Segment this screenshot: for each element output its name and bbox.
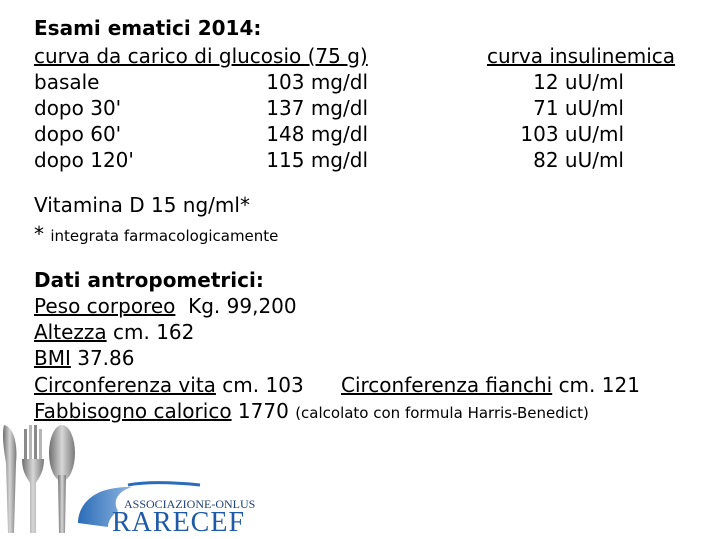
- fork-icon: [22, 425, 44, 533]
- hips-value: cm. 121: [558, 373, 640, 397]
- row-label: basale: [34, 70, 100, 94]
- logo-name: RARECEF: [112, 507, 246, 538]
- height-line: [34, 320, 194, 344]
- insulin-value: 71 uU/ml: [533, 96, 624, 120]
- weight-line: [34, 294, 297, 318]
- glucose-value: 115 mg/dl: [266, 148, 368, 172]
- vitamin-d-value: Vitamina D 15 ng/ml*: [34, 193, 250, 217]
- footnote-text: integrata farmacologicamente: [50, 227, 279, 245]
- height-label: Altezza: [34, 320, 107, 344]
- insulin-curve-header: curva insulinemica: [487, 44, 676, 68]
- caloric-note: (calcolato con formula Harris-Benedict): [295, 404, 589, 422]
- logo-tagline: ASSOCIAZIONE-ONLUS: [124, 497, 256, 511]
- bmi-value: 37.86: [77, 346, 135, 370]
- waist-label: Circonferenza vita: [34, 373, 216, 397]
- height-value: cm. 162: [113, 320, 195, 344]
- glucose-value: 148 mg/dl: [266, 122, 368, 146]
- page-title: Esami ematici 2014:: [34, 16, 262, 40]
- bmi-line: [34, 346, 135, 370]
- rarecef-logo: [0, 415, 290, 538]
- weight-value: Kg. 99,200: [188, 294, 297, 318]
- insulin-value: 12 uU/ml: [533, 70, 624, 94]
- caloric-label: Fabbisogno calorico: [34, 399, 232, 423]
- glucose-curve-header: curva da carico di glucosio (75 g): [34, 44, 368, 68]
- row-label: dopo 60': [34, 122, 122, 146]
- bmi-label: BMI: [34, 346, 71, 370]
- footnote: [34, 222, 278, 248]
- hips-line: [341, 373, 640, 397]
- waist-line: [34, 373, 304, 397]
- insulin-value: 82 uU/ml: [533, 148, 624, 172]
- anthropometric-title: Dati antropometrici:: [34, 268, 264, 292]
- glucose-value: 137 mg/dl: [266, 96, 368, 120]
- glucose-value: 103 mg/dl: [266, 70, 368, 94]
- weight-label: Peso corporeo: [34, 294, 176, 318]
- insulin-value: 103 uU/ml: [520, 122, 624, 146]
- knife-icon: [3, 425, 17, 533]
- spoon-icon: [49, 425, 75, 533]
- footnote-star: *: [34, 222, 44, 246]
- row-label: dopo 30': [34, 96, 122, 120]
- caloric-value: 1770: [237, 399, 289, 423]
- hips-label: Circonferenza fianchi: [341, 373, 553, 397]
- waist-value: cm. 103: [222, 373, 304, 397]
- row-label: dopo 120': [34, 148, 134, 172]
